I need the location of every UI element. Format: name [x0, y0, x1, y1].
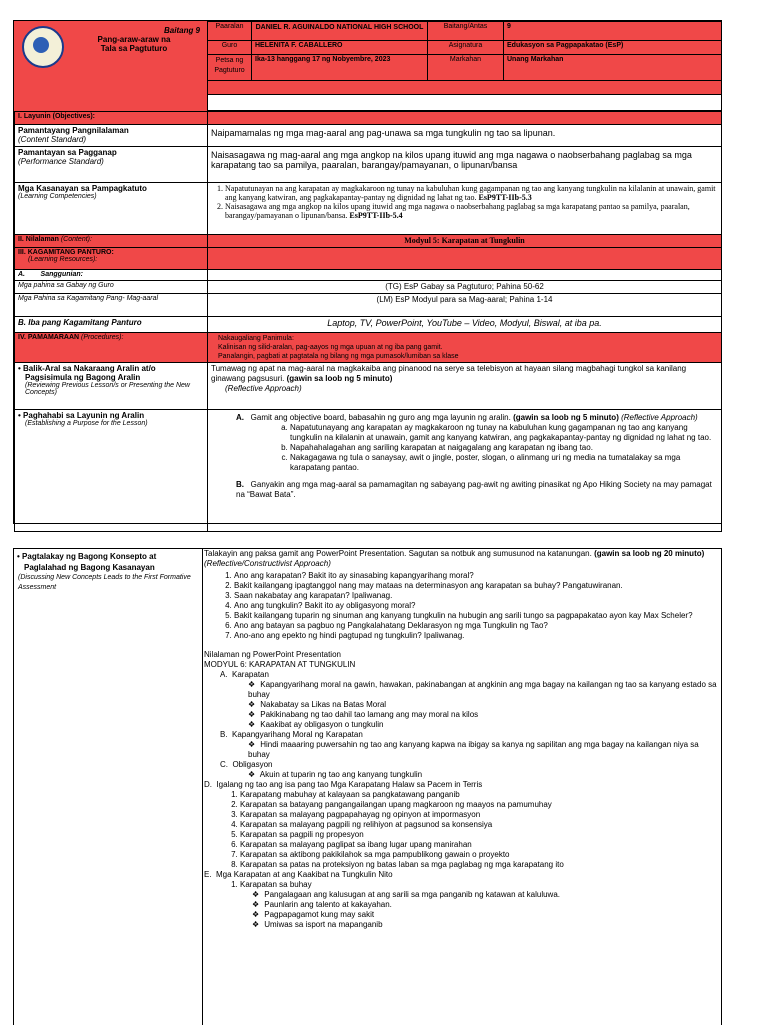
perf-std-sub: (Performance Standard) [18, 157, 104, 166]
question-item: 4. Ano ang tungkulin? Bakit ito ay obligasyong moral? [234, 601, 720, 611]
section-D-list [204, 790, 720, 870]
paghahabi-label [15, 410, 208, 532]
pamamaraan-heading: IV. PAMAMARAAN (Procedures): [15, 333, 208, 363]
right-item: 5. Karapatan sa pagpili ng propesyon [240, 830, 720, 840]
header-spacer [208, 81, 722, 95]
pamamaraan-routine [208, 333, 722, 363]
gabay-label: Mga pahina sa Gabay ng Guro [15, 281, 208, 294]
paghahabi-A: A. Gamit ang objective board, babasahin ng guro ang mga layunin ng aralin. (gawin sa loob ng 5 minuto) (Reflective Approach) [236, 413, 698, 422]
diamond-icon: ❖ [252, 910, 260, 919]
section-E: E. Mga Karapatan at ang Kaakibat na Tungkulin Nito [204, 870, 393, 879]
asignatura-label: Asignatura [428, 41, 504, 55]
right-item: 1. Karapatan sa buhay ❖ Pangalagaan ang kalusugan at ang sarili sa mga panganib ng katawan at kaluluwa. ❖ Paunlarin ang talento at kakayahan. ❖ Pagpapagamot kung may sakit ❖ Umiwas sa isport na mapanganib [240, 880, 720, 930]
nilalaman-line: Nilalaman ng PowerPoint Presentation [204, 650, 341, 659]
page-1 [13, 20, 722, 524]
diamond-icon: ❖ [252, 900, 260, 909]
question-item: 2. Bakit kailangang ipagtanggol nang may mataas na determinasyon ang karapatan sa buhay? Pangatuwiranan. [234, 581, 720, 591]
question-item: 7. Ano-ano ang epekto ng hindi pagtupad ng tungkulin? Ipaliwanag. [234, 631, 720, 641]
main-table-1 [14, 111, 722, 532]
diamond-item: ❖ Pagpapagamot kung may sakit [252, 910, 375, 919]
pagtalakay-sub: (Discussing New Concepts Leads to the First Formative Assessment [18, 574, 191, 591]
diamond-item: ❖ Kapangyarihang moral na gawin, hawakan, pakinabangan at angkinin ang mga bagay na kailangan ng tao sa kanyang estado sa buhay [248, 680, 717, 699]
section-C-items [204, 770, 720, 780]
content-std-label [15, 125, 208, 147]
kagamitan-label: Mga Pahina sa Kagamitang Pang- Mag-aaral [15, 294, 208, 317]
pagtalakay-content [204, 549, 720, 930]
title-line-2: Tala sa Pagtuturo [100, 44, 168, 53]
lc-value [208, 183, 722, 235]
lc-item-2: 2. Naisasagawa ang mga angkop na kilos upang ituwid ang mga nagawa o naobserbahang paglabag sa mga karapatang pantao sa pamilya, paaralan, barangay/pamayanan o lipunan/bansa. EsP9TT-IIb-5.4 [225, 202, 718, 220]
baitang-antas-label: Baitang/Antas [428, 22, 504, 41]
diamond-icon: ❖ [248, 740, 256, 749]
layunin-heading-right [208, 112, 722, 125]
content-std-value: Naipamamalas ng mga mag-aaral ang pag-unawa sa mga tungkulin ng tao sa lipunan. [208, 125, 722, 147]
balik-value: Tumawag ng apat na mag-aaral na magkakaiba ang pinanood na serye sa telebisyon at hayaan silang magbahagi tungkol sa kanilang ginawang pagsusuri. (gawin sa loob ng 5 minuto) (Reflective Approach) [208, 363, 722, 410]
diamond-icon: ❖ [248, 710, 256, 719]
content-std-title: Pamantayang Pangnilalaman [18, 126, 129, 135]
paghahabi-title: • Paghahabi sa Layunin ng Aralin [18, 411, 145, 420]
iba-value: Laptop, TV, PowerPoint, YouTube – Video, Modyul, Biswal, at iba pa. [208, 317, 722, 333]
diamond-item: ❖ Akuin at tuparin ng tao ang kanyang tungkulin [248, 770, 423, 779]
diamond-item: ❖ Pakikinabang ng tao dahil tao lamang ang may moral na kilos [248, 710, 479, 719]
right-item: 2. Karapatan sa batayang pangangailangan upang magkaroon ng maayos na pamumuhay [240, 800, 720, 810]
nilalaman-heading: II. Nilalaman (Content): [15, 235, 208, 248]
section-B: B. Kapangyarihang Moral ng Karapatan [220, 730, 363, 739]
sanggunian: A. Sanggunian: [15, 270, 208, 281]
kagamitan-sub: (Learning Resources): [28, 256, 98, 263]
section-E-1-items [240, 890, 720, 930]
right-item: 3. Karapatan sa malayang pagpapahayag ng opinyon at impormasyon [240, 810, 720, 820]
right-item: 4. Karapatan sa malayang pagpili ng relihiyon at pagsunod sa konsensiya [240, 820, 720, 830]
diamond-item: ❖ Umiwas sa isport na mapanganib [252, 920, 383, 929]
paghahabi-B: B. Ganyakin ang mga mag-aaral sa pamamagitan ng sabayang pag-awit ng awiting pinasikat ng Apo Hiking Society na may pamagat na “Bawat Bata”. [236, 480, 712, 499]
routine-1: Nakaugaliang Panimula: [218, 335, 294, 342]
pagtalakay-title: • Pagtalakay ng Bagong Konsepto at Paglalahad ng Bagong Kasanayan [17, 552, 157, 572]
right-item: 8. Karapatan sa patas na proteksiyon ng batas laban sa mga paglabag ng mga karapatang ito [240, 860, 720, 870]
diamond-icon: ❖ [248, 720, 256, 729]
diamond-item: ❖ Hindi maaaring puwersahin ng tao ang kanyang kapwa na ibigay sa kanya ng sapilitan ang mga bagay na kailangan niya sa buhay [248, 740, 699, 759]
sanggunian-right [208, 270, 722, 281]
markahan-label: Markahan [428, 55, 504, 81]
kagamitan-heading-right [208, 248, 722, 270]
title-line-1: Pang-araw-araw na [97, 35, 171, 44]
gabay-value: (TG) EsP Gabay sa Pagtuturo; Pahina 50-62 [208, 281, 722, 294]
question-item: 5. Bakit kailangang tuparin ng sinuman ang kanyang tungkulin na hubugin ang sarili tungo sa pagpapakatao ayon kay Max Scheler? [234, 611, 720, 621]
deped-seal-icon [22, 26, 64, 68]
diamond-item: ❖ Pangalagaan ang kalusugan at ang sarili sa mga panganib ng katawan at kaluluwa. [252, 890, 560, 899]
diamond-icon: ❖ [252, 890, 260, 899]
kagamitan-value: (LM) EsP Modyul para sa Mag-aaral; Pahina 1-14 [208, 294, 722, 317]
balik-label [15, 363, 208, 410]
paaralan-value: DANIEL R. AGUINALDO NATIONAL HIGH SCHOOL [252, 22, 428, 41]
perf-std-label [15, 147, 208, 183]
pagtalakay-intro: Talakayin ang paksa gamit ang PowerPoint Presentation. Sagutan sa notbuk ang sumusunod na katanungan. (gawin sa loob ng 20 minuto) (Reflective/Constructivist Approach) [204, 549, 705, 568]
section-A-items [204, 680, 720, 730]
iba-label: B. Iba pang Kagamitang Panturo [15, 317, 208, 333]
baitang-antas-value: 9 [504, 22, 722, 41]
balik-sub: (Reviewing Previous Lesson/s or Presenting the New Concepts) [25, 382, 190, 396]
right-item: 7. Karapatan sa aktibong pakikilahok sa mga pampublikong gawain o proyekto [240, 850, 720, 860]
balik-approach: (Reflective Approach) [225, 384, 302, 393]
diamond-item: ❖ Nakabatay sa Likas na Batas Moral [248, 700, 387, 709]
right-item: 1. Karapatang mabuhay at kalayaan sa pangkatawang panganib [240, 790, 720, 800]
lc-title: Mga Kasanayan sa Pampagkatuto [18, 184, 147, 193]
question-item: 1. Ano ang karapatan? Bakit ito ay sinasabing kapangyarihang moral? [234, 571, 720, 581]
perf-std-value: Naisasagawa ng mag-aaral ang mga angkop na kilos upang ituwid ang mga nagawa o naobserbahang paglabag sa mga karapatang tao sa pamilya, paaralan, barangay/pamayanan, o lipunan/bansa [208, 147, 722, 183]
layunin-heading: I. Layunin (Objectives): [15, 112, 208, 125]
lc-sub: (Learning Competencies) [18, 193, 97, 200]
paghahabi-A-a: a. Napatutunayang ang karapatan ay magkakaroon ng tunay na kabuluhan kung gagampanan ng tao ang kanyang tungkulin na kilalanin at unawain, gamit ang kanyang katwiran, ang pagkakapantay-pantay ng dignidad ng lahat ng tao. [290, 423, 718, 443]
guro-label: Guro [208, 41, 252, 55]
lc-item-1: 1. Napatutunayan na ang karapatan ay magkakaroon ng tunay na kabuluhan kung gagampanan ng tao ang kanyang tungkulin na kilalanin at unawain, gamit ang kanyang katwiran, ang pagkakapantay-pantay ng dignidad ng lahat ng tao. EsP9TT-IIb-5.3 [225, 184, 718, 202]
kagamitan-title: III. KAGAMITANG PANTURO: [18, 249, 114, 256]
question-list [204, 571, 720, 641]
content-std-sub: (Content Standard) [18, 135, 87, 144]
petsa-label: Petsa ng Pagtuturo [208, 55, 252, 81]
balik-title: • Balik-Aral sa Nakaraang Aralin at/o Pagsisimula ng Bagong Aralin [18, 364, 156, 382]
section-B-items [204, 740, 720, 760]
section-E-list [204, 880, 720, 930]
perf-std-title: Pamantayan sa Pagganap [18, 148, 117, 157]
baitang-label: Baitang 9 [164, 26, 201, 35]
section-A: A. Karapatan [220, 670, 269, 679]
paghahabi-A-b: b. Napahahalagahan ang sariling karapatan at naigagalang ang karapatan ng ibang tao. [290, 443, 718, 453]
header-spacer-2 [208, 95, 722, 111]
section-C: C. Obligasyon [220, 760, 273, 769]
header-table [207, 21, 722, 111]
markahan-value: Unang Markahan [504, 55, 722, 81]
paghahabi-value [208, 410, 722, 532]
diamond-item: ❖ Paunlarin ang talento at kakayahan. [252, 900, 392, 909]
diamond-item: ❖ Kaakibat ay obligasyon o tungkulin [248, 720, 384, 729]
guro-value: HELENITA F. CABALLERO [252, 41, 428, 55]
paaralan-label: Paaralan [208, 22, 252, 41]
diamond-icon: ❖ [252, 920, 260, 929]
nilalaman-value: Modyul 5: Karapatan at Tungkulin [208, 235, 722, 248]
diamond-icon: ❖ [248, 700, 256, 709]
routine-3: Panalangin, pagbati at pagtatala ng bilang ng mga pumasok/lumiban sa klase [218, 353, 459, 360]
asignatura-value: Edukasyon sa Pagpapakatao (EsP) [504, 41, 722, 55]
section-D: D. Igalang ng tao ang isa pang tao Mga Karapatang Halaw sa Pacem in Terris [204, 780, 483, 789]
header-left [14, 21, 208, 111]
diamond-icon: ❖ [248, 680, 256, 689]
routine-2: Kalinisan ng silid-aralan, pag-aayos ng mga upuan at ng iba pang gamit. [218, 344, 443, 351]
petsa-value: Ika-13 hanggang 17 ng Nobyembre, 2023 [252, 55, 428, 81]
diamond-icon: ❖ [248, 770, 256, 779]
modyul-line: MODYUL 6: KARAPATAN AT TUNGKULIN [204, 660, 356, 669]
question-item: 6. Ano ang batayan sa pagbuo ng Pangkalahatang Deklarasyon ng mga Tungkulin ng Tao? [234, 621, 720, 631]
paghahabi-A-c: c. Nakagagawa ng tula o sanaysay, awit o jingle, poster, slogan, o alinmang uri ng media na tumatalakay sa mga karapatang pantao. [290, 453, 718, 473]
kagamitan-heading [15, 248, 208, 270]
paghahabi-sub: (Establishing a Purpose for the Lesson) [25, 420, 148, 427]
page-2 [13, 548, 722, 1025]
pagtalakay-label-cell [14, 549, 203, 1025]
right-item: 6. Karapatan sa malayang paglipat sa ibang lugar upang manirahan [240, 840, 720, 850]
lc-label [15, 183, 208, 235]
question-item: 3. Saan nakabatay ang karapatan? Ipaliwanag. [234, 591, 720, 601]
